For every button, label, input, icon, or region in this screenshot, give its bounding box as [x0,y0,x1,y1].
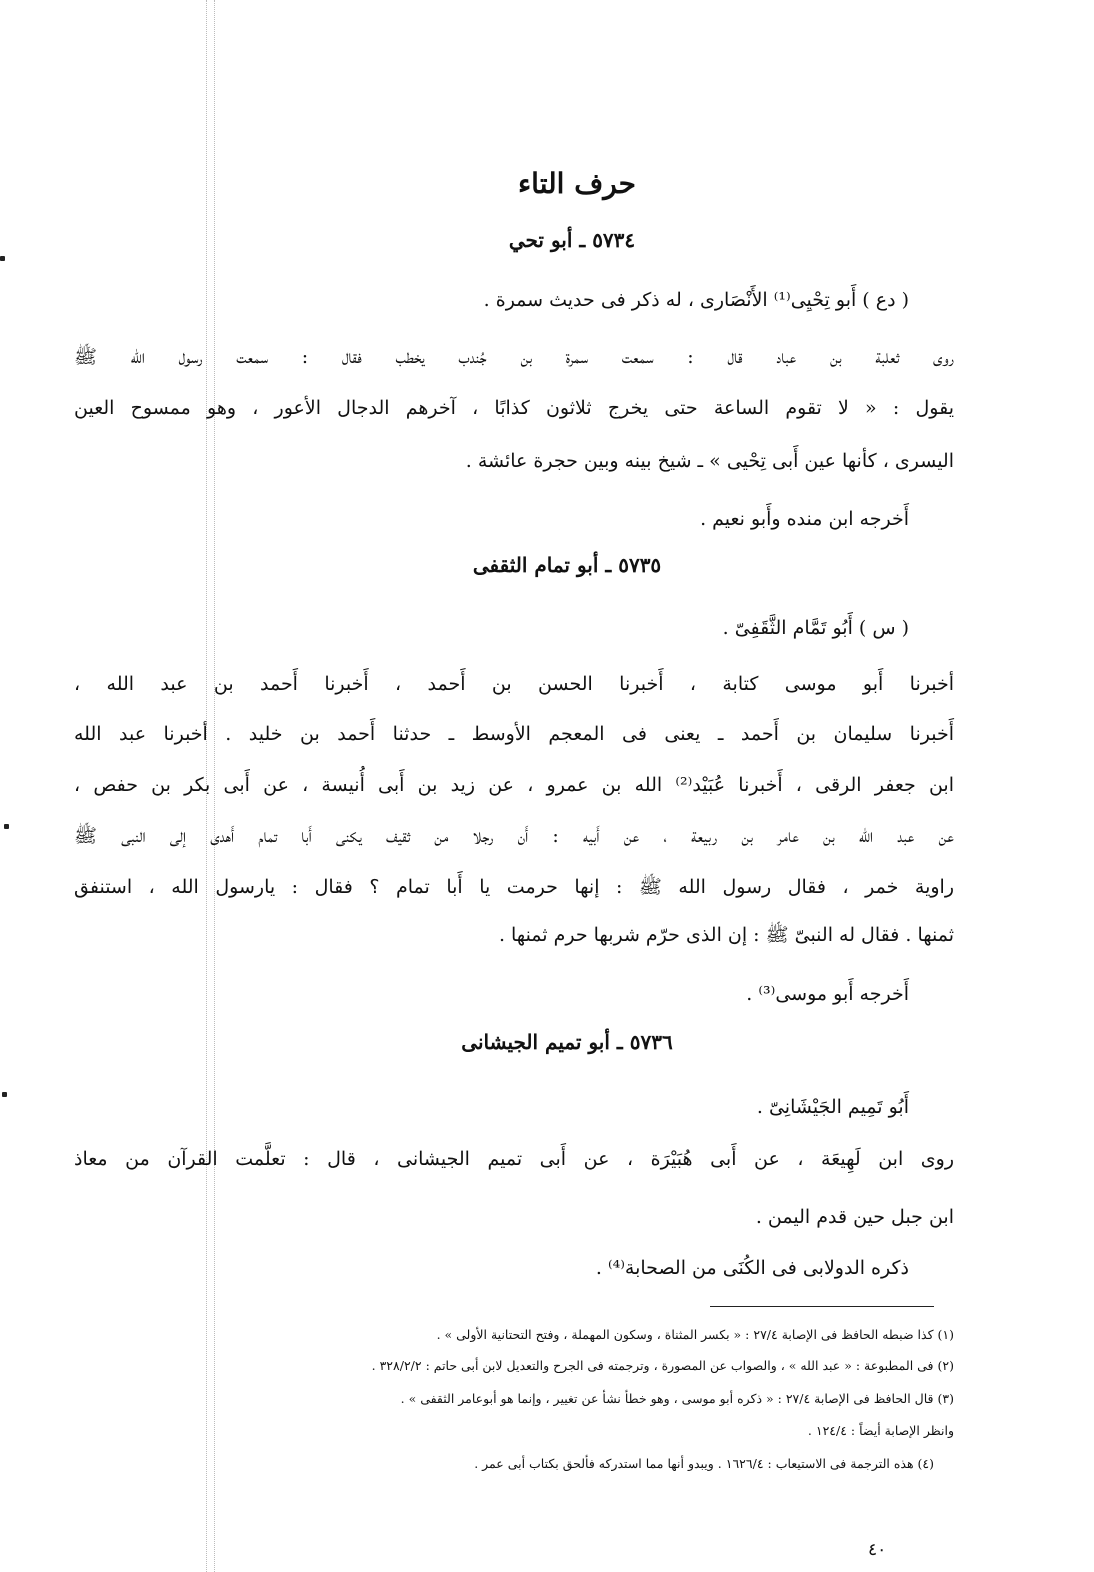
scan-mark [2,1092,7,1097]
entry-line: ابن جبل حين قدم اليمن . [755,1206,954,1228]
entry-line: ( دع ) أَبو تِحْيِى⁽¹⁾ الأَنْصَارى ، له ذكر فى حديث سمرة . [483,289,909,311]
page-number: ٤٠ [868,1540,887,1560]
entry-line: ذكره الدولابى فى الكُنَى من الصحابة⁽⁴⁾ . [595,1257,909,1279]
entry-heading: ٥٧٣٦ ـ أبو تميم الجيشانى [461,1030,673,1054]
scan-mark [4,824,9,829]
entry-line: عن عبد الله بن عامر بن ربيعة ، عن أَبيه : أَن رجلا من ثقيف يكنى أَبا تمام أَهدى إلى النبى ﷺ [74,825,954,847]
entry-line: اليسرى ، كأنها عين أَبى تِحْيى » ـ شيخ بينه وبين حجرة عائشة . [465,450,954,472]
entry-line: ابن جعفر الرقى ، أَخبرنا عُبَيْد⁽²⁾ الله بن عمرو ، عن زيد بن أَبى أُنيسة ، عن أَبى بكر بن حفص ، [74,774,954,796]
entry-line: روى ثعلبة بن عباد قال : سمعت سمرة بن جُندب يخطب فقال : سمعت رسول الله ﷺ [74,346,954,368]
footnote: (١) كذا ضبطه الحافظ فى الإصابة ٢٧/٤ : « بكسر المثناة ، وسكون المهملة ، وفتح التحتانية الأولى » . [436,1327,954,1342]
scan-mark [0,256,5,261]
footnote-rule [710,1306,934,1307]
entry-line: أَخبرنا سليمان بن أَحمد ـ يعنى فى المعجم الأوسط ـ حدثنا أَحمد بن خليد . أخبرنا عبد الله [74,723,954,745]
entry-line: أَخرجه أَبو موسى⁽³⁾ . [746,983,909,1005]
footnote: وانظر الإصابة أيضاً : ١٢٤/٤ . [807,1423,954,1438]
footnote: (٢) فى المطبوعة : « عبد الله » ، والصواب عن المصورة ، وترجمته فى الجرح والتعديل لابن أبى حاتم : ٣٢٨/٢/٢ . [371,1358,954,1373]
entry-line: روى ابن لَهِيعَة ، عن أَبى هُبَيْرَة ، عن أَبى تميم الجيشانى ، قال : تعلَّمت القرآن من معاذ [74,1148,954,1170]
entry-line: ثمنها . فقال له النبىّ ﷺ : إن الذى حرّم شربها حرم ثمنها . [498,924,954,946]
chapter-title: حرف التاء [518,167,636,200]
entry-line: أخبرنا أَبو موسى كتابة ، أَخبرنا الحسن بن أَحمد ، أَخبرنا أَحمد بن عبد الله ، [74,673,954,695]
entry-line: أَخرجه ابن منده وأَبو نعيم . [700,508,909,530]
entry-line: راوية خمر ، فقال رسول الله ﷺ : إنها حرمت يا أَبا تمام ؟ فقال : يارسول الله ، استنفق [74,876,954,898]
entry-line: أَبُو تَمِيم الجَيْشَانِىّ . [756,1096,909,1118]
footnote: (٤) هذه الترجمة فى الاستيعاب : ١٦٢٦/٤ . ويبدو أنها مما استدركه فألحق بكتاب أبى عمر . [474,1456,934,1471]
entry-line: يقول : « لا تقوم الساعة حتى يخرج ثلاثون كذابًا ، آخرهم الدجال الأعور ، وهو ممسوح العين [74,397,954,419]
footnote: (٣) قال الحافظ فى الإصابة ٢٧/٤ : « ذكره أبو موسى ، وهو خطأ نشأ عن تغيير ، وإنما هو أبوعامر الثقفى » . [400,1391,954,1406]
entry-heading: ٥٧٣٤ ـ أبو تحي [508,228,636,252]
entry-heading: ٥٧٣٥ ـ أبو تمام الثقفى [472,553,662,577]
entry-line: ( س ) أَبُو تَمَّام الثَّقَفِىّ . [722,617,909,639]
